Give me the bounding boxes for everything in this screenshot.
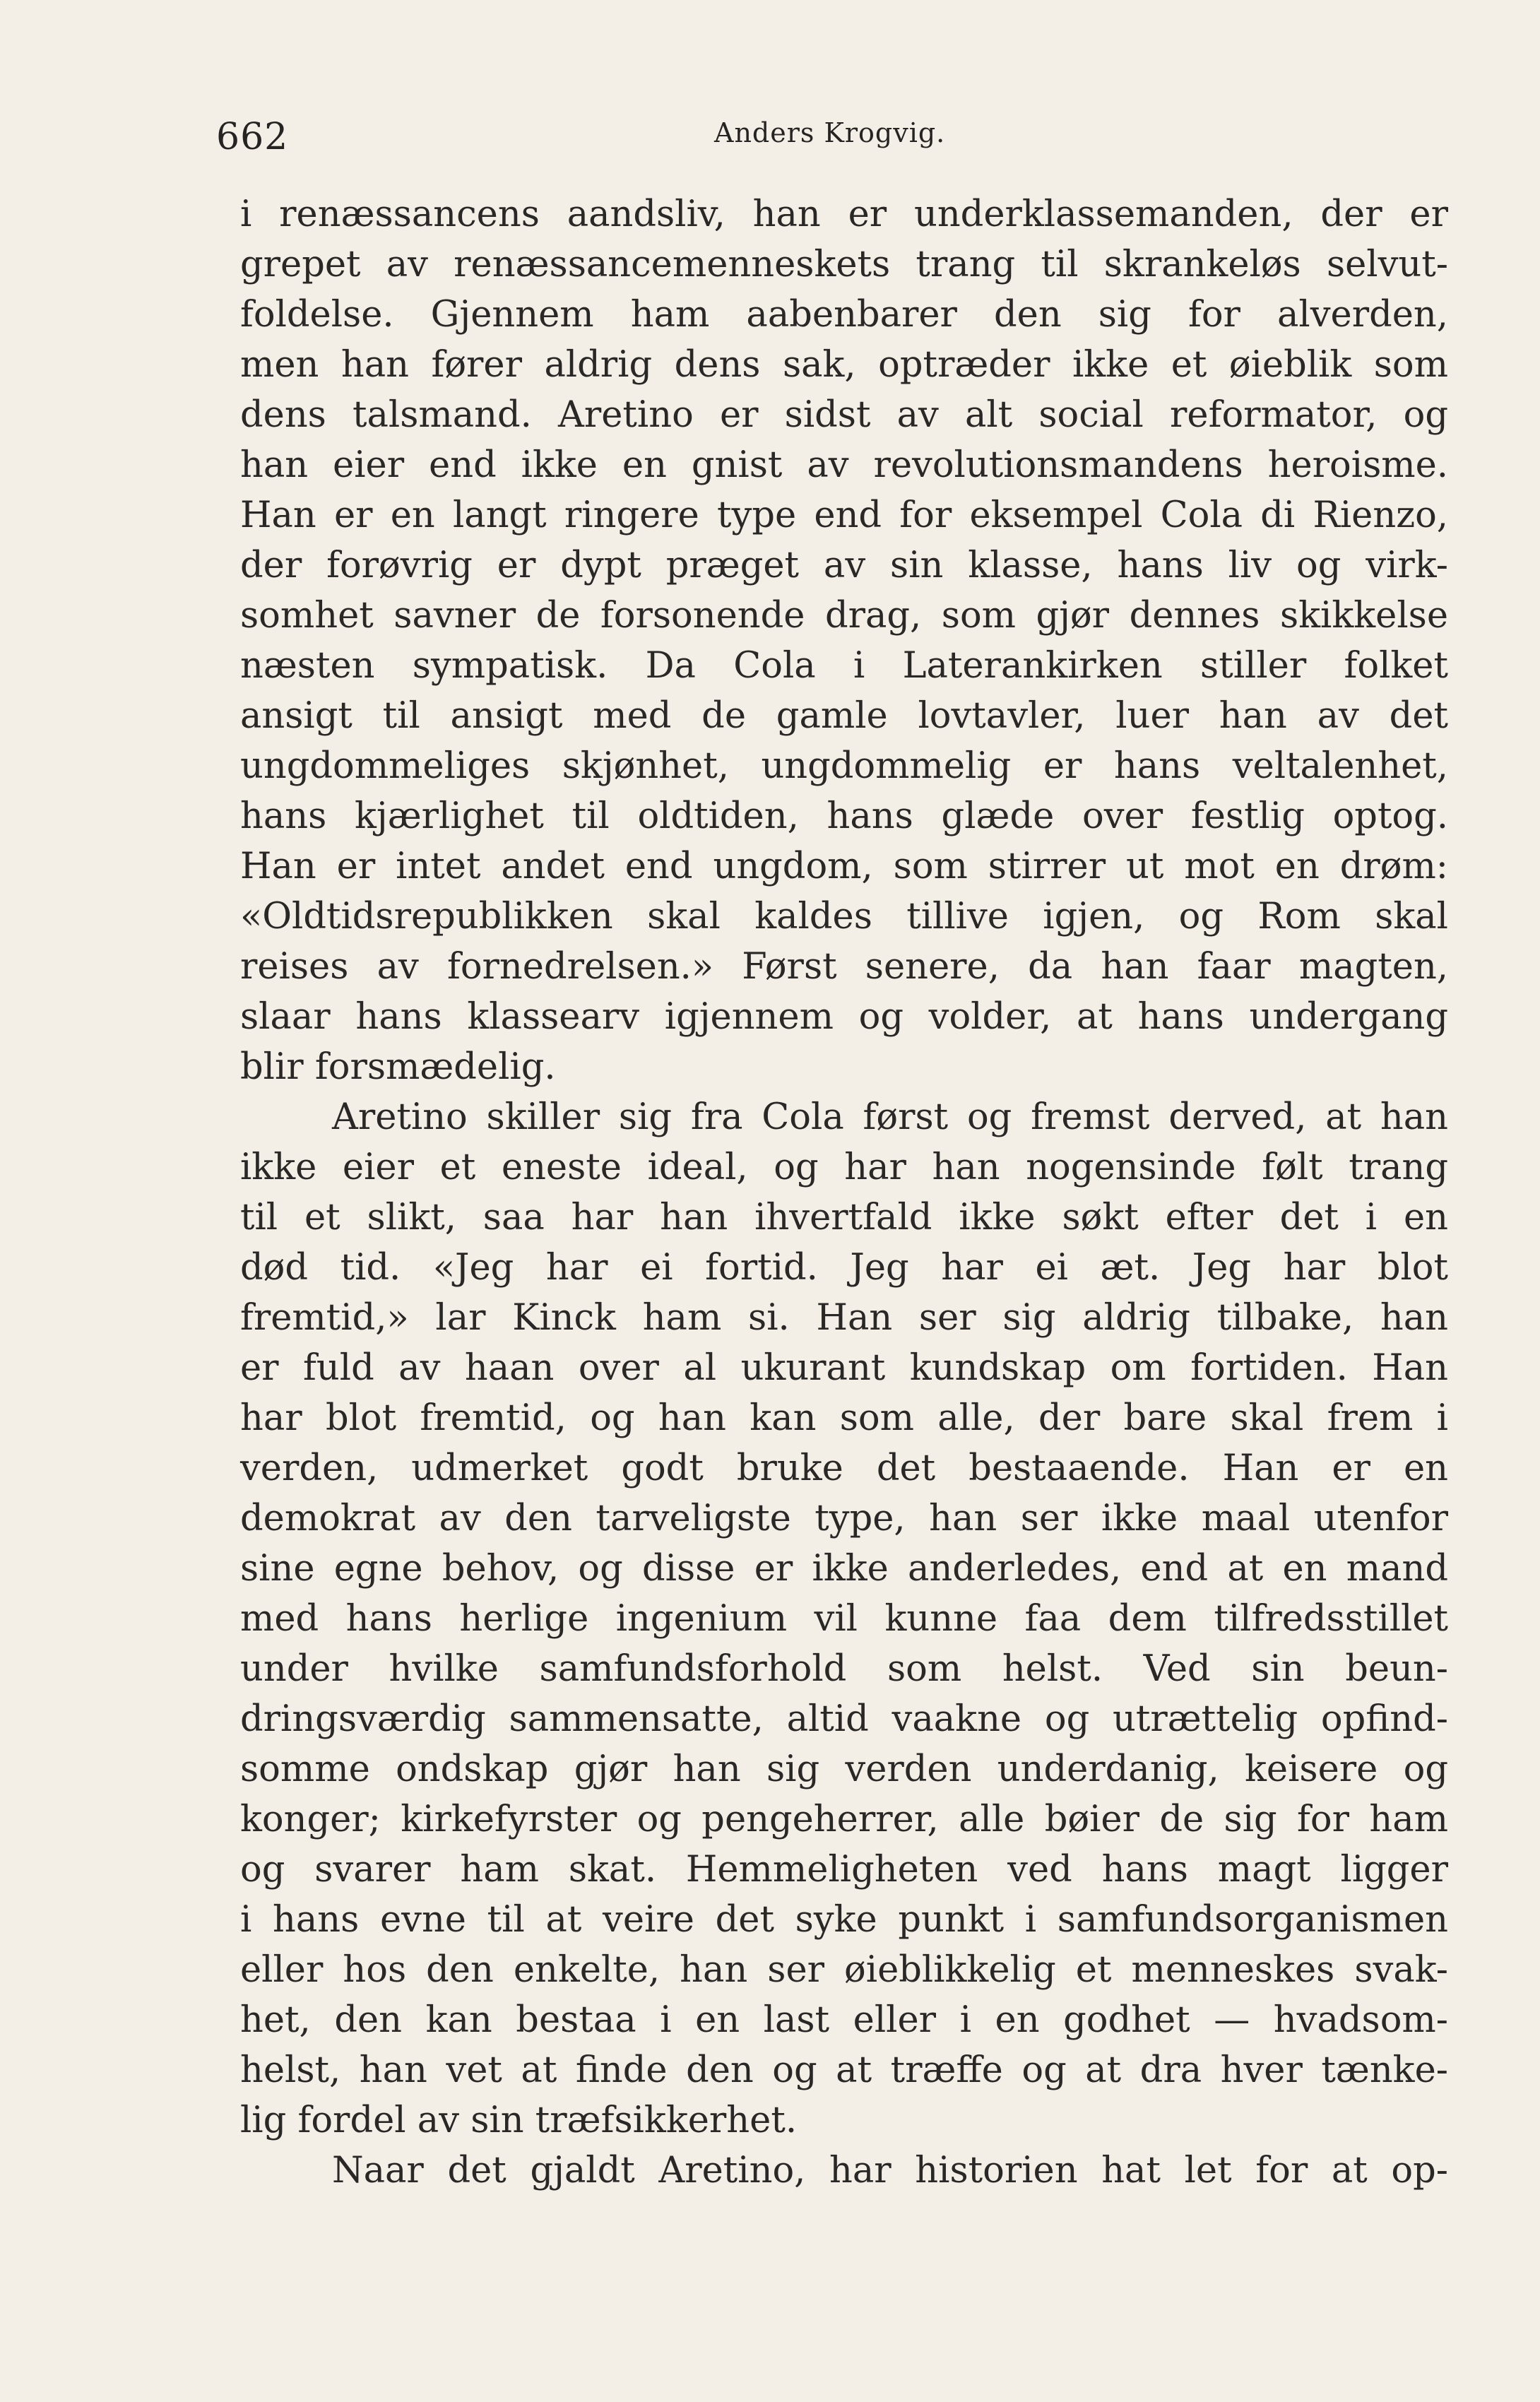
text-line: foldelse. Gjennem ham aabenbarer den sig for alverden, [240, 294, 1448, 336]
text-line: ungdommeliges skjønhet, ungdommelig er hans veltalenhet, [240, 745, 1448, 787]
text-line: dens talsmand. Aretino er sidst av alt social reformator, og [240, 394, 1448, 436]
text-line: under hvilke samfundsforhold som helst. Ved sin beun- [240, 1648, 1448, 1690]
text-line: dringsværdig sammensatte, altid vaakne og utrættelig opfind- [240, 1698, 1448, 1740]
text-line: reises av fornedrelsen.» Først senere, da han faar magten, [240, 946, 1448, 988]
text-line: ansigt til ansigt med de gamle lovtavler, luer han av det [240, 695, 1448, 737]
text-line: Han er en langt ringere type end for eksempel Cola di Rienzo, [240, 495, 1448, 536]
text-line: næsten sympatisk. Da Cola i Laterankirken stiller folket [240, 645, 1448, 687]
text-line: hans kjærlighet til oldtiden, hans glæde over festlig optog. [240, 795, 1448, 837]
text-line: demokrat av den tarveligste type, han ser ikke maal utenfor [240, 1498, 1448, 1539]
text-line: men han fører aldrig dens sak, optræder ikke et øieblik som [240, 344, 1448, 386]
running-head [216, 106, 1467, 158]
text-line: grepet av renæssancemenneskets trang til skrankeløs selvut- [240, 244, 1448, 285]
text-line: Han er intet andet end ungdom, som stirrer ut mot en drøm: [240, 846, 1448, 887]
text-line: het, den kan bestaa i en last eller i en godhet — hvadsom- [240, 1999, 1448, 2041]
text-line: somme ondskap gjør han sig verden underdanig, keisere og [240, 1749, 1448, 1790]
text-line: konger; kirkefyrster og pengeherrer, alle bøier de sig for ham [240, 1799, 1448, 1840]
text-line: verden, udmerket godt bruke det bestaaende. Han er en [240, 1448, 1448, 1489]
text-line: sine egne behov, og disse er ikke anderledes, end at en mand [240, 1548, 1448, 1590]
text-line: han eier end ikke en gnist av revolutionsmandens heroisme. [240, 444, 1448, 486]
text-line: lig fordel av sin træfsikkerhet. [240, 2100, 798, 2141]
text-line: i renæssancens aandsliv, han er underklassemanden, der er [240, 194, 1448, 235]
text-line: «Oldtidsrepublikken skal kaldes tillive igjen, og Rom skal [240, 896, 1448, 937]
running-title: Anders Krogvig. [714, 117, 946, 148]
text-line: somhet savner de forsonende drag, som gjør dennes skikkelse [240, 595, 1448, 637]
text-line: er fuld av haan over al ukurant kundskap om fortiden. Han [240, 1347, 1448, 1389]
body-text [240, 189, 1448, 2196]
text-line: og svarer ham skat. Hemmeligheten ved hans magt ligger [240, 1849, 1448, 1891]
text-line: ikke eier et eneste ideal, og har han nogensinde følt trang [240, 1147, 1448, 1188]
text-line: Aretino skiller sig fra Cola først og fremst derved, at han [332, 1096, 1448, 1138]
text-line: i hans evne til at veire det syke punkt i samfundsorganismen [240, 1899, 1448, 1941]
text-line: slaar hans klassearv igjennem og volder, at hans undergang [240, 996, 1448, 1038]
text-line: der forøvrig er dypt præget av sin klasse, hans liv og virk- [240, 545, 1448, 586]
text-line: eller hos den enkelte, han ser øieblikkelig et menneskes svak- [240, 1949, 1448, 1991]
text-line: fremtid,» lar Kinck ham si. Han ser sig aldrig tilbake, han [240, 1297, 1448, 1339]
text-line: helst, han vet at finde den og at træffe og at dra hver tænke- [240, 2049, 1448, 2091]
text-line: blir forsmædelig. [240, 1046, 556, 1088]
text-line: død tid. «Jeg har ei fortid. Jeg har ei æt. Jeg har blot [240, 1247, 1448, 1289]
text-line: til et slikt, saa har han ihvertfald ikke søkt efter det i en [240, 1197, 1448, 1238]
page-number: 662 [216, 116, 289, 158]
text-line: har blot fremtid, og han kan som alle, der bare skal frem i [240, 1397, 1448, 1439]
text-line: Naar det gjaldt Aretino, har historien hat let for at op- [332, 2150, 1448, 2191]
text-line: med hans herlige ingenium vil kunne faa dem tilfredsstillet [240, 1598, 1448, 1640]
